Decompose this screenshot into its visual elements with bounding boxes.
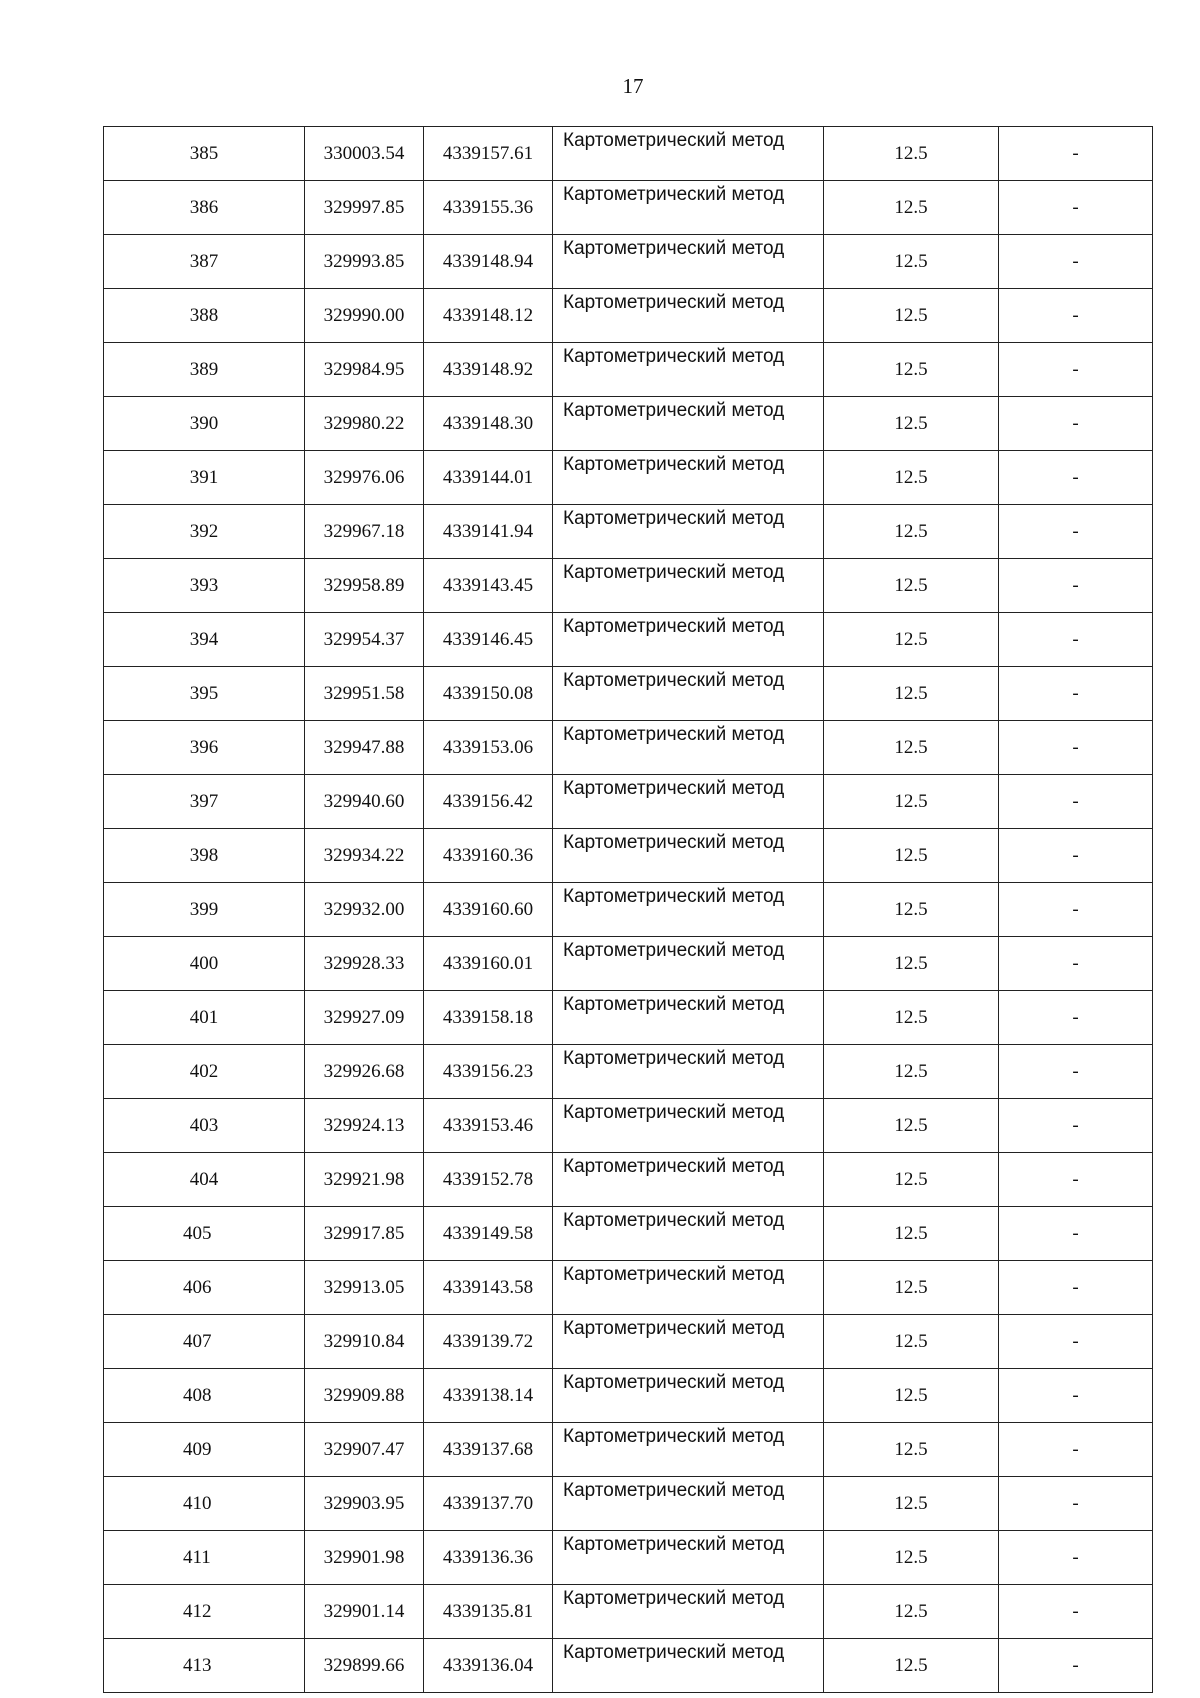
point-number-cell: 390 bbox=[104, 397, 305, 451]
accuracy-cell: 12.5 bbox=[824, 451, 999, 505]
table-row bbox=[104, 505, 1153, 559]
method-cell: Картометрический метод bbox=[553, 1477, 824, 1531]
point-number-cell: 389 bbox=[104, 343, 305, 397]
remark-cell: - bbox=[999, 667, 1153, 721]
y-coordinate-cell: 4339156.42 bbox=[424, 775, 553, 829]
y-coordinate-cell: 4339146.45 bbox=[424, 613, 553, 667]
y-coordinate-cell: 4339141.94 bbox=[424, 505, 553, 559]
table-row bbox=[104, 883, 1153, 937]
table-row bbox=[104, 1261, 1153, 1315]
table-row bbox=[104, 451, 1153, 505]
x-coordinate-cell: 329934.22 bbox=[305, 829, 424, 883]
method-cell: Картометрический метод bbox=[553, 181, 824, 235]
method-cell: Картометрический метод bbox=[553, 1153, 824, 1207]
table-row bbox=[104, 667, 1153, 721]
table-row bbox=[104, 1477, 1153, 1531]
accuracy-cell: 12.5 bbox=[824, 1369, 999, 1423]
accuracy-cell: 12.5 bbox=[824, 1207, 999, 1261]
x-coordinate-cell: 329951.58 bbox=[305, 667, 424, 721]
y-coordinate-cell: 4339148.94 bbox=[424, 235, 553, 289]
remark-cell: - bbox=[999, 397, 1153, 451]
x-coordinate-cell: 329997.85 bbox=[305, 181, 424, 235]
accuracy-cell: 12.5 bbox=[824, 181, 999, 235]
point-number-cell: 396 bbox=[104, 721, 305, 775]
remark-cell: - bbox=[999, 505, 1153, 559]
remark-cell: - bbox=[999, 1477, 1153, 1531]
accuracy-cell: 12.5 bbox=[824, 505, 999, 559]
method-cell: Картометрический метод bbox=[553, 559, 824, 613]
method-cell: Картометрический метод bbox=[553, 721, 824, 775]
method-cell: Картометрический метод bbox=[553, 397, 824, 451]
table-row bbox=[104, 775, 1153, 829]
accuracy-cell: 12.5 bbox=[824, 829, 999, 883]
accuracy-cell: 12.5 bbox=[824, 343, 999, 397]
remark-cell: - bbox=[999, 1369, 1153, 1423]
x-coordinate-cell: 330003.54 bbox=[305, 127, 424, 181]
x-coordinate-cell: 329990.00 bbox=[305, 289, 424, 343]
point-number-cell: 397 bbox=[104, 775, 305, 829]
table-row bbox=[104, 829, 1153, 883]
remark-cell: - bbox=[999, 775, 1153, 829]
remark-cell: - bbox=[999, 559, 1153, 613]
remark-cell: - bbox=[999, 235, 1153, 289]
method-cell: Картометрический метод bbox=[553, 127, 824, 181]
y-coordinate-cell: 4339137.68 bbox=[424, 1423, 553, 1477]
coordinates-table bbox=[103, 126, 1153, 1693]
table-row bbox=[104, 235, 1153, 289]
point-number-cell: 392 bbox=[104, 505, 305, 559]
x-coordinate-cell: 329928.33 bbox=[305, 937, 424, 991]
remark-cell: - bbox=[999, 1639, 1153, 1693]
table-row bbox=[104, 721, 1153, 775]
accuracy-cell: 12.5 bbox=[824, 1315, 999, 1369]
x-coordinate-cell: 329976.06 bbox=[305, 451, 424, 505]
accuracy-cell: 12.5 bbox=[824, 775, 999, 829]
accuracy-cell: 12.5 bbox=[824, 613, 999, 667]
point-number-cell: 400 bbox=[104, 937, 305, 991]
accuracy-cell: 12.5 bbox=[824, 1531, 999, 1585]
accuracy-cell: 12.5 bbox=[824, 1477, 999, 1531]
point-number-cell: 411 bbox=[104, 1531, 305, 1585]
y-coordinate-cell: 4339158.18 bbox=[424, 991, 553, 1045]
method-cell: Картометрический метод bbox=[553, 1261, 824, 1315]
point-number-cell: 387 bbox=[104, 235, 305, 289]
x-coordinate-cell: 329910.84 bbox=[305, 1315, 424, 1369]
x-coordinate-cell: 329926.68 bbox=[305, 1045, 424, 1099]
table-row bbox=[104, 1315, 1153, 1369]
remark-cell: - bbox=[999, 721, 1153, 775]
x-coordinate-cell: 329913.05 bbox=[305, 1261, 424, 1315]
y-coordinate-cell: 4339143.45 bbox=[424, 559, 553, 613]
point-number-cell: 394 bbox=[104, 613, 305, 667]
table-row bbox=[104, 343, 1153, 397]
point-number-cell: 386 bbox=[104, 181, 305, 235]
method-cell: Картометрический метод bbox=[553, 1531, 824, 1585]
table-row bbox=[104, 1369, 1153, 1423]
remark-cell: - bbox=[999, 1153, 1153, 1207]
y-coordinate-cell: 4339157.61 bbox=[424, 127, 553, 181]
method-cell: Картометрический метод bbox=[553, 1099, 824, 1153]
x-coordinate-cell: 329940.60 bbox=[305, 775, 424, 829]
point-number-cell: 399 bbox=[104, 883, 305, 937]
y-coordinate-cell: 4339155.36 bbox=[424, 181, 553, 235]
x-coordinate-cell: 329947.88 bbox=[305, 721, 424, 775]
accuracy-cell: 12.5 bbox=[824, 1153, 999, 1207]
point-number-cell: 385 bbox=[104, 127, 305, 181]
x-coordinate-cell: 329899.66 bbox=[305, 1639, 424, 1693]
accuracy-cell: 12.5 bbox=[824, 667, 999, 721]
y-coordinate-cell: 4339156.23 bbox=[424, 1045, 553, 1099]
point-number-cell: 393 bbox=[104, 559, 305, 613]
x-coordinate-cell: 329909.88 bbox=[305, 1369, 424, 1423]
table-row bbox=[104, 1153, 1153, 1207]
y-coordinate-cell: 4339136.36 bbox=[424, 1531, 553, 1585]
accuracy-cell: 12.5 bbox=[824, 1099, 999, 1153]
point-number-cell: 401 bbox=[104, 991, 305, 1045]
x-coordinate-cell: 329917.85 bbox=[305, 1207, 424, 1261]
accuracy-cell: 12.5 bbox=[824, 721, 999, 775]
x-coordinate-cell: 329984.95 bbox=[305, 343, 424, 397]
point-number-cell: 405 bbox=[104, 1207, 305, 1261]
point-number-cell: 403 bbox=[104, 1099, 305, 1153]
method-cell: Картометрический метод bbox=[553, 991, 824, 1045]
x-coordinate-cell: 329993.85 bbox=[305, 235, 424, 289]
method-cell: Картометрический метод bbox=[553, 235, 824, 289]
y-coordinate-cell: 4339160.01 bbox=[424, 937, 553, 991]
point-number-cell: 391 bbox=[104, 451, 305, 505]
x-coordinate-cell: 329921.98 bbox=[305, 1153, 424, 1207]
table-row bbox=[104, 1207, 1153, 1261]
x-coordinate-cell: 329967.18 bbox=[305, 505, 424, 559]
y-coordinate-cell: 4339149.58 bbox=[424, 1207, 553, 1261]
remark-cell: - bbox=[999, 343, 1153, 397]
remark-cell: - bbox=[999, 1315, 1153, 1369]
method-cell: Картометрический метод bbox=[553, 1423, 824, 1477]
remark-cell: - bbox=[999, 127, 1153, 181]
point-number-cell: 412 bbox=[104, 1585, 305, 1639]
table-row bbox=[104, 1045, 1153, 1099]
x-coordinate-cell: 329954.37 bbox=[305, 613, 424, 667]
table-row bbox=[104, 181, 1153, 235]
point-number-cell: 407 bbox=[104, 1315, 305, 1369]
point-number-cell: 413 bbox=[104, 1639, 305, 1693]
method-cell: Картометрический метод bbox=[553, 667, 824, 721]
accuracy-cell: 12.5 bbox=[824, 1639, 999, 1693]
y-coordinate-cell: 4339138.14 bbox=[424, 1369, 553, 1423]
y-coordinate-cell: 4339148.30 bbox=[424, 397, 553, 451]
point-number-cell: 409 bbox=[104, 1423, 305, 1477]
accuracy-cell: 12.5 bbox=[824, 1261, 999, 1315]
y-coordinate-cell: 4339148.12 bbox=[424, 289, 553, 343]
x-coordinate-cell: 329901.98 bbox=[305, 1531, 424, 1585]
y-coordinate-cell: 4339160.60 bbox=[424, 883, 553, 937]
remark-cell: - bbox=[999, 829, 1153, 883]
accuracy-cell: 12.5 bbox=[824, 1423, 999, 1477]
point-number-cell: 388 bbox=[104, 289, 305, 343]
accuracy-cell: 12.5 bbox=[824, 127, 999, 181]
accuracy-cell: 12.5 bbox=[824, 559, 999, 613]
point-number-cell: 395 bbox=[104, 667, 305, 721]
method-cell: Картометрический метод bbox=[553, 505, 824, 559]
y-coordinate-cell: 4339143.58 bbox=[424, 1261, 553, 1315]
table-row bbox=[104, 1639, 1153, 1693]
method-cell: Картометрический метод bbox=[553, 1369, 824, 1423]
remark-cell: - bbox=[999, 1531, 1153, 1585]
accuracy-cell: 12.5 bbox=[824, 883, 999, 937]
x-coordinate-cell: 329903.95 bbox=[305, 1477, 424, 1531]
point-number-cell: 408 bbox=[104, 1369, 305, 1423]
page-number: 17 bbox=[622, 74, 644, 98]
y-coordinate-cell: 4339144.01 bbox=[424, 451, 553, 505]
remark-cell: - bbox=[999, 1423, 1153, 1477]
method-cell: Картометрический метод bbox=[553, 451, 824, 505]
point-number-cell: 402 bbox=[104, 1045, 305, 1099]
method-cell: Картометрический метод bbox=[553, 1639, 824, 1693]
table-row bbox=[104, 613, 1153, 667]
accuracy-cell: 12.5 bbox=[824, 397, 999, 451]
method-cell: Картометрический метод bbox=[553, 343, 824, 397]
method-cell: Картометрический метод bbox=[553, 289, 824, 343]
remark-cell: - bbox=[999, 1099, 1153, 1153]
remark-cell: - bbox=[999, 937, 1153, 991]
y-coordinate-cell: 4339153.46 bbox=[424, 1099, 553, 1153]
table-row bbox=[104, 1099, 1153, 1153]
accuracy-cell: 12.5 bbox=[824, 1045, 999, 1099]
remark-cell: - bbox=[999, 181, 1153, 235]
remark-cell: - bbox=[999, 991, 1153, 1045]
x-coordinate-cell: 329927.09 bbox=[305, 991, 424, 1045]
y-coordinate-cell: 4339139.72 bbox=[424, 1315, 553, 1369]
remark-cell: - bbox=[999, 1207, 1153, 1261]
remark-cell: - bbox=[999, 1045, 1153, 1099]
method-cell: Картометрический метод bbox=[553, 937, 824, 991]
x-coordinate-cell: 329958.89 bbox=[305, 559, 424, 613]
remark-cell: - bbox=[999, 613, 1153, 667]
y-coordinate-cell: 4339136.04 bbox=[424, 1639, 553, 1693]
method-cell: Картометрический метод bbox=[553, 613, 824, 667]
x-coordinate-cell: 329932.00 bbox=[305, 883, 424, 937]
table-row bbox=[104, 1423, 1153, 1477]
remark-cell: - bbox=[999, 883, 1153, 937]
x-coordinate-cell: 329924.13 bbox=[305, 1099, 424, 1153]
y-coordinate-cell: 4339150.08 bbox=[424, 667, 553, 721]
table-row bbox=[104, 289, 1153, 343]
x-coordinate-cell: 329907.47 bbox=[305, 1423, 424, 1477]
y-coordinate-cell: 4339160.36 bbox=[424, 829, 553, 883]
method-cell: Картометрический метод bbox=[553, 1315, 824, 1369]
method-cell: Картометрический метод bbox=[553, 883, 824, 937]
point-number-cell: 404 bbox=[104, 1153, 305, 1207]
y-coordinate-cell: 4339135.81 bbox=[424, 1585, 553, 1639]
accuracy-cell: 12.5 bbox=[824, 235, 999, 289]
point-number-cell: 398 bbox=[104, 829, 305, 883]
table-row bbox=[104, 1531, 1153, 1585]
y-coordinate-cell: 4339137.70 bbox=[424, 1477, 553, 1531]
method-cell: Картометрический метод bbox=[553, 1207, 824, 1261]
remark-cell: - bbox=[999, 1261, 1153, 1315]
method-cell: Картометрический метод bbox=[553, 1045, 824, 1099]
point-number-cell: 406 bbox=[104, 1261, 305, 1315]
table-row bbox=[104, 1585, 1153, 1639]
remark-cell: - bbox=[999, 289, 1153, 343]
table-row bbox=[104, 937, 1153, 991]
y-coordinate-cell: 4339152.78 bbox=[424, 1153, 553, 1207]
table-row bbox=[104, 559, 1153, 613]
method-cell: Картометрический метод bbox=[553, 829, 824, 883]
method-cell: Картометрический метод bbox=[553, 1585, 824, 1639]
remark-cell: - bbox=[999, 451, 1153, 505]
accuracy-cell: 12.5 bbox=[824, 1585, 999, 1639]
coordinates-table-body bbox=[104, 127, 1153, 1693]
table-row bbox=[104, 127, 1153, 181]
table-row bbox=[104, 397, 1153, 451]
y-coordinate-cell: 4339153.06 bbox=[424, 721, 553, 775]
accuracy-cell: 12.5 bbox=[824, 991, 999, 1045]
table-row bbox=[104, 991, 1153, 1045]
y-coordinate-cell: 4339148.92 bbox=[424, 343, 553, 397]
method-cell: Картометрический метод bbox=[553, 775, 824, 829]
point-number-cell: 410 bbox=[104, 1477, 305, 1531]
remark-cell: - bbox=[999, 1585, 1153, 1639]
accuracy-cell: 12.5 bbox=[824, 289, 999, 343]
accuracy-cell: 12.5 bbox=[824, 937, 999, 991]
x-coordinate-cell: 329980.22 bbox=[305, 397, 424, 451]
x-coordinate-cell: 329901.14 bbox=[305, 1585, 424, 1639]
